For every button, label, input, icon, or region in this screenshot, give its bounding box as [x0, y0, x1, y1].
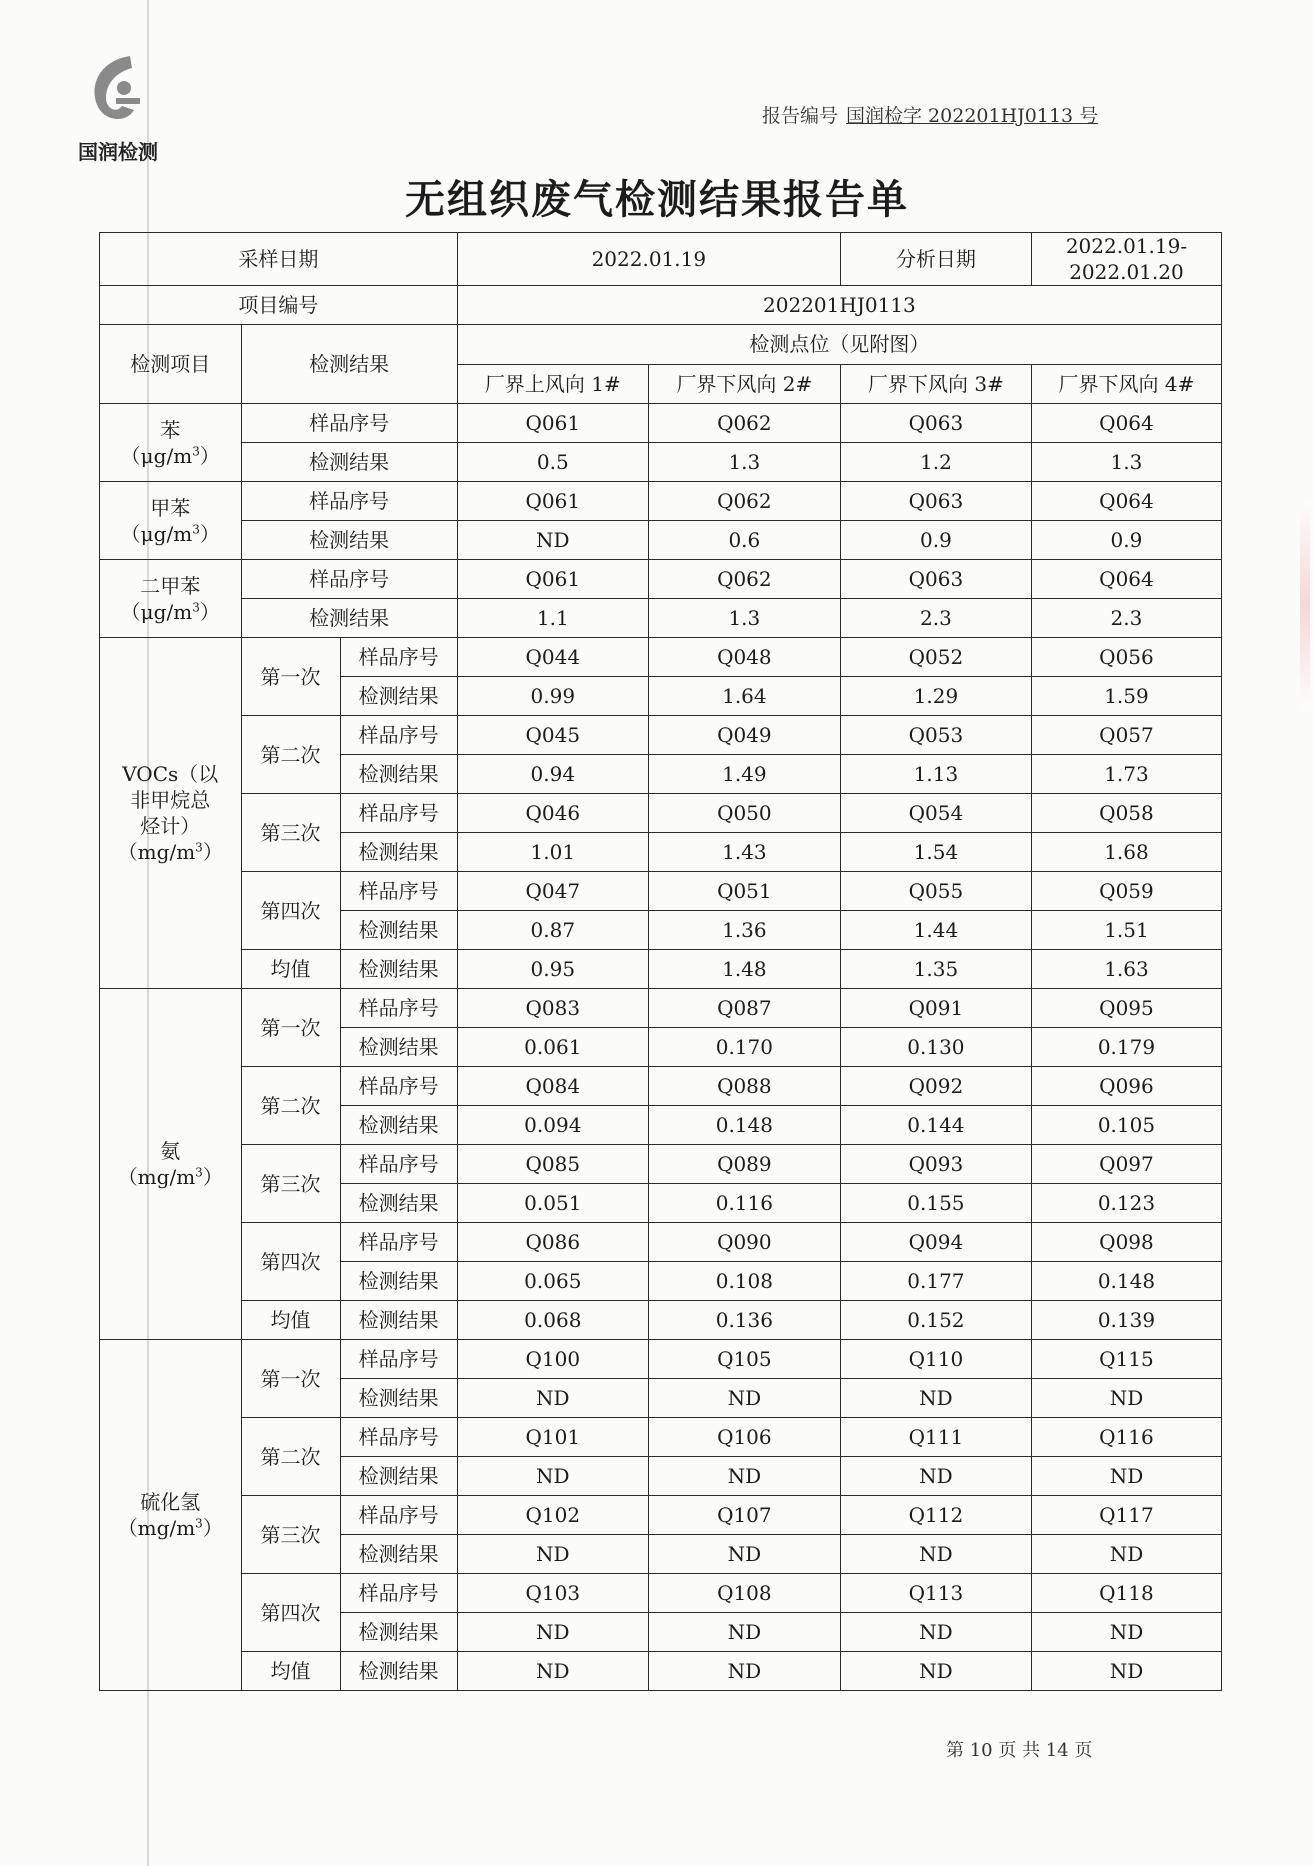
value-cell: 0.87 [457, 911, 648, 950]
item-name-cell [100, 1340, 242, 1691]
header-point: 厂界下风向 2# [648, 364, 840, 404]
value-cell: ND [457, 1535, 648, 1574]
row-label: 样品序号 [340, 989, 457, 1028]
table-row [100, 794, 1222, 833]
round-label: 第二次 [241, 1067, 340, 1145]
unit [121, 444, 220, 468]
unit [118, 840, 223, 864]
report-number-value: 国润检字 202201HJ0113 号 [846, 105, 1099, 127]
item-name: 苯 [160, 417, 181, 442]
value-cell: 0.95 [457, 950, 648, 989]
item-unit [100, 599, 241, 625]
value-cell: Q054 [840, 794, 1031, 833]
page-number: 第 10 页 共 14 页 [946, 1740, 1093, 1761]
row-label: 样品序号 [340, 872, 457, 911]
header-point: 厂界上风向 1# [457, 364, 648, 404]
value-cell: ND [1031, 1613, 1221, 1652]
value-cell: Q096 [1031, 1067, 1221, 1106]
table-row [100, 1223, 1222, 1262]
value-cell: Q095 [1031, 989, 1221, 1028]
row-label: 样品序号 [340, 1496, 457, 1535]
value-cell: 0.179 [1031, 1028, 1221, 1067]
value-cell: Q088 [648, 1067, 840, 1106]
value-cell: Q051 [648, 872, 840, 911]
unit-superscript: 3 [195, 1516, 203, 1531]
table-row [100, 233, 1222, 286]
item-name-cell [100, 989, 242, 1340]
table-row [100, 989, 1222, 1028]
round-label: 第四次 [241, 1223, 340, 1301]
value-cell: Q107 [648, 1496, 840, 1535]
table-row [100, 1145, 1222, 1184]
row-label: 检测结果 [340, 1028, 457, 1067]
value-cell: Q100 [457, 1340, 648, 1379]
row-label: 检测结果 [340, 1301, 457, 1340]
value-cell: 1.3 [648, 599, 840, 638]
row-label: 检测结果 [340, 1184, 457, 1223]
value-cell: 0.065 [457, 1262, 648, 1301]
row-label: 样品序号 [241, 560, 457, 599]
value-cell: 1.54 [840, 833, 1031, 872]
value-cell: Q052 [840, 638, 1031, 677]
value-cell: 0.123 [1031, 1184, 1221, 1223]
item-name: 二甲苯 [140, 573, 201, 598]
value-cell: ND [457, 521, 648, 560]
round-label: 第四次 [241, 872, 340, 950]
item-name-line: 硫化氢 [140, 1490, 201, 1514]
value-cell: Q061 [457, 482, 648, 521]
table-row [100, 482, 1222, 521]
value-cell: 1.51 [1031, 911, 1221, 950]
value-cell: Q102 [457, 1496, 648, 1535]
value-cell: Q093 [840, 1145, 1031, 1184]
value-cell: Q092 [840, 1067, 1031, 1106]
value-cell: Q108 [648, 1574, 840, 1613]
table-row [100, 1067, 1222, 1106]
unit-prefix: （μg/m [120, 443, 193, 468]
unit-suffix: ） [199, 443, 220, 468]
results-table [99, 232, 1222, 1691]
round-label: 第二次 [241, 716, 340, 794]
value-cell: Q084 [457, 1067, 648, 1106]
row-label: 检测结果 [340, 1613, 457, 1652]
value-cell: Q090 [648, 1223, 840, 1262]
table-row [100, 1574, 1222, 1613]
value-cell: ND [648, 1652, 840, 1691]
value-cell: ND [840, 1457, 1031, 1496]
value-cell: 0.170 [648, 1028, 840, 1067]
value-cell: ND [648, 1613, 840, 1652]
unit-suffix: ） [202, 1165, 223, 1189]
unit-prefix: （μg/m [120, 599, 193, 624]
value-cell: Q089 [648, 1145, 840, 1184]
round-label: 第一次 [241, 1340, 340, 1418]
value-cell: 1.2 [840, 443, 1031, 482]
value-cell: Q105 [648, 1340, 840, 1379]
value-cell: Q062 [648, 404, 840, 443]
header-points-title: 检测点位（见附图） [457, 325, 1221, 365]
value-cell: Q047 [457, 872, 648, 911]
table-row [100, 1652, 1222, 1691]
sampling-date-value: 2022.01.19 [457, 233, 840, 286]
value-cell: 0.144 [840, 1106, 1031, 1145]
value-cell: Q098 [1031, 1223, 1221, 1262]
value-cell: Q061 [457, 560, 648, 599]
value-cell: Q115 [1031, 1340, 1221, 1379]
value-cell: ND [457, 1652, 648, 1691]
value-cell: 1.36 [648, 911, 840, 950]
table-row [100, 716, 1222, 755]
value-cell: 0.148 [1031, 1262, 1221, 1301]
value-cell: 0.5 [457, 443, 648, 482]
table-row [100, 599, 1222, 638]
item-name-cell [100, 482, 242, 560]
item-name-cell [100, 638, 242, 989]
value-cell: Q094 [840, 1223, 1031, 1262]
row-label: 样品序号 [241, 482, 457, 521]
analysis-date-label: 分析日期 [840, 233, 1031, 286]
value-cell: Q112 [840, 1496, 1031, 1535]
value-cell: ND [840, 1535, 1031, 1574]
row-label: 检测结果 [340, 1535, 457, 1574]
value-cell: 1.68 [1031, 833, 1221, 872]
value-cell: 0.105 [1031, 1106, 1221, 1145]
value-cell: Q101 [457, 1418, 648, 1457]
value-cell: 1.64 [648, 677, 840, 716]
value-cell: 0.108 [648, 1262, 840, 1301]
row-label: 样品序号 [340, 794, 457, 833]
row-label: 检测结果 [340, 1379, 457, 1418]
row-label: 样品序号 [340, 1574, 457, 1613]
seal-edge-mark [1300, 500, 1310, 710]
value-cell: 0.9 [1031, 521, 1221, 560]
value-cell: Q103 [457, 1574, 648, 1613]
analysis-date-value: 2022.01.19-2022.01.20 [1031, 233, 1221, 286]
header-item: 检测项目 [100, 325, 242, 404]
results-table-body [100, 233, 1222, 1691]
value-cell: Q064 [1031, 482, 1221, 521]
unit-superscript: 3 [192, 599, 200, 614]
round-label: 第三次 [241, 1145, 340, 1223]
value-cell: Q045 [457, 716, 648, 755]
row-label: 样品序号 [340, 1145, 457, 1184]
value-cell: Q044 [457, 638, 648, 677]
avg-label: 均值 [241, 1301, 340, 1340]
round-label: 第一次 [241, 989, 340, 1067]
page-title: 无组织废气检测结果报告单 [405, 176, 909, 223]
value-cell: ND [457, 1379, 648, 1418]
value-cell: 1.3 [1031, 443, 1221, 482]
value-cell: 0.155 [840, 1184, 1031, 1223]
logo-text: 国润检测 [78, 140, 158, 164]
value-cell: Q116 [1031, 1418, 1221, 1457]
table-row [100, 521, 1222, 560]
value-cell: Q059 [1031, 872, 1221, 911]
value-cell: Q091 [840, 989, 1031, 1028]
item-name-cell [100, 560, 242, 638]
avg-label: 均值 [241, 950, 340, 989]
value-cell: Q063 [840, 404, 1031, 443]
value-cell: Q097 [1031, 1145, 1221, 1184]
value-cell: 0.148 [648, 1106, 840, 1145]
report-number-label: 报告编号 [762, 105, 839, 127]
row-label: 样品序号 [340, 1418, 457, 1457]
value-cell: 1.44 [840, 911, 1031, 950]
round-label: 第三次 [241, 794, 340, 872]
row-label: 检测结果 [340, 1106, 457, 1145]
value-cell: Q063 [840, 482, 1031, 521]
item-name-cell [100, 404, 242, 482]
round-label: 第三次 [241, 1496, 340, 1574]
value-cell: Q058 [1031, 794, 1221, 833]
value-cell: Q117 [1031, 1496, 1221, 1535]
row-label: 样品序号 [241, 404, 457, 443]
value-cell: ND [1031, 1457, 1221, 1496]
value-cell: 0.094 [457, 1106, 648, 1145]
value-cell: Q086 [457, 1223, 648, 1262]
value-cell: 1.1 [457, 599, 648, 638]
unit-superscript: 3 [192, 521, 200, 536]
table-row [100, 560, 1222, 599]
value-cell: Q083 [457, 989, 648, 1028]
round-label: 第一次 [241, 638, 340, 716]
row-label: 样品序号 [340, 1223, 457, 1262]
value-cell: ND [648, 1379, 840, 1418]
item-unit [100, 443, 241, 469]
value-cell: 0.061 [457, 1028, 648, 1067]
value-cell: 1.01 [457, 833, 648, 872]
item-name-line: VOCs（以 [122, 762, 219, 786]
unit-suffix: ） [199, 599, 220, 624]
table-row [100, 872, 1222, 911]
table-row [100, 1418, 1222, 1457]
unit-prefix: （mg/m [117, 1165, 196, 1189]
item-name-line: 非甲烷总 [130, 788, 211, 812]
value-cell: Q050 [648, 794, 840, 833]
value-cell: 1.29 [840, 677, 1031, 716]
value-cell: 0.152 [840, 1301, 1031, 1340]
table-header-row [100, 325, 1222, 365]
value-cell: Q113 [840, 1574, 1031, 1613]
value-cell: 1.63 [1031, 950, 1221, 989]
project-no-value: 202201HJ0113 [457, 286, 1221, 325]
value-cell: ND [840, 1379, 1031, 1418]
value-cell: Q064 [1031, 560, 1221, 599]
value-cell: 0.130 [840, 1028, 1031, 1067]
unit [118, 1165, 223, 1189]
table-row [100, 1340, 1222, 1379]
table-row [100, 404, 1222, 443]
value-cell: 0.9 [840, 521, 1031, 560]
value-cell: Q053 [840, 716, 1031, 755]
value-cell: ND [1031, 1652, 1221, 1691]
value-cell: 0.116 [648, 1184, 840, 1223]
value-cell: Q061 [457, 404, 648, 443]
value-cell: 1.59 [1031, 677, 1221, 716]
value-cell: Q118 [1031, 1574, 1221, 1613]
value-cell: ND [840, 1613, 1031, 1652]
value-cell: Q087 [648, 989, 840, 1028]
unit-prefix: （mg/m [117, 840, 196, 864]
value-cell: Q049 [648, 716, 840, 755]
unit-superscript: 3 [195, 1165, 203, 1180]
row-label: 样品序号 [340, 716, 457, 755]
sampling-date-label: 采样日期 [100, 233, 458, 286]
value-cell: 0.051 [457, 1184, 648, 1223]
item-unit [100, 521, 241, 547]
header-point: 厂界下风向 4# [1031, 364, 1221, 404]
item-name-line: 烃计） [140, 814, 201, 838]
value-cell: Q055 [840, 872, 1031, 911]
value-cell: ND [457, 1457, 648, 1496]
value-cell: 1.43 [648, 833, 840, 872]
value-cell: ND [457, 1613, 648, 1652]
table-row [100, 638, 1222, 677]
value-cell: ND [648, 1457, 840, 1496]
value-cell: 0.139 [1031, 1301, 1221, 1340]
value-cell: Q063 [840, 560, 1031, 599]
value-cell: ND [648, 1535, 840, 1574]
row-label: 样品序号 [340, 638, 457, 677]
value-cell: 0.6 [648, 521, 840, 560]
unit-prefix: （μg/m [120, 521, 193, 546]
item-name: 甲苯 [150, 495, 191, 520]
value-cell: 1.35 [840, 950, 1031, 989]
value-cell: Q046 [457, 794, 648, 833]
row-label: 样品序号 [340, 1340, 457, 1379]
header-point: 厂界下风向 3# [840, 364, 1031, 404]
row-label: 检测结果 [241, 599, 457, 638]
item-name-line: 氨 [160, 1139, 181, 1163]
item-unit [100, 1164, 241, 1190]
value-cell: 2.3 [1031, 599, 1221, 638]
unit-prefix: （mg/m [117, 1516, 196, 1540]
unit-superscript: 3 [195, 840, 203, 855]
value-cell: Q056 [1031, 638, 1221, 677]
row-label: 检测结果 [340, 1457, 457, 1496]
row-label: 检测结果 [340, 833, 457, 872]
row-label: 检测结果 [340, 677, 457, 716]
row-label: 检测结果 [340, 755, 457, 794]
item-unit [100, 1515, 241, 1541]
value-cell: 1.48 [648, 950, 840, 989]
value-cell: 2.3 [840, 599, 1031, 638]
value-cell: Q110 [840, 1340, 1031, 1379]
table-row [100, 950, 1222, 989]
value-cell: Q062 [648, 482, 840, 521]
report-number [762, 101, 1098, 128]
row-label: 样品序号 [340, 1067, 457, 1106]
value-cell: 0.177 [840, 1262, 1031, 1301]
value-cell: ND [840, 1652, 1031, 1691]
round-label: 第二次 [241, 1418, 340, 1496]
value-cell: 1.73 [1031, 755, 1221, 794]
unit-suffix: ） [199, 521, 220, 546]
value-cell: 0.136 [648, 1301, 840, 1340]
unit [121, 600, 220, 624]
value-cell: Q062 [648, 560, 840, 599]
value-cell: Q064 [1031, 404, 1221, 443]
value-cell: Q057 [1031, 716, 1221, 755]
value-cell: 1.13 [840, 755, 1031, 794]
row-label: 检测结果 [241, 521, 457, 560]
value-cell: 1.3 [648, 443, 840, 482]
unit-suffix: ） [202, 840, 223, 864]
row-label: 检测结果 [340, 950, 457, 989]
unit [118, 1516, 223, 1540]
table-row [100, 1301, 1222, 1340]
unit [121, 522, 220, 546]
value-cell: Q111 [840, 1418, 1031, 1457]
value-cell: ND [1031, 1535, 1221, 1574]
unit-suffix: ） [202, 1516, 223, 1540]
logo-icon [82, 52, 152, 132]
header-result: 检测结果 [241, 325, 457, 404]
avg-label: 均值 [241, 1652, 340, 1691]
row-label: 检测结果 [340, 1262, 457, 1301]
value-cell: Q048 [648, 638, 840, 677]
project-no-label: 项目编号 [100, 286, 458, 325]
unit-superscript: 3 [192, 443, 200, 458]
value-cell: Q106 [648, 1418, 840, 1457]
company-logo [68, 52, 168, 162]
table-row [100, 443, 1222, 482]
round-label: 第四次 [241, 1574, 340, 1652]
value-cell: 0.99 [457, 677, 648, 716]
item-unit [100, 839, 241, 865]
row-label: 检测结果 [340, 1652, 457, 1691]
value-cell: ND [1031, 1379, 1221, 1418]
value-cell: Q085 [457, 1145, 648, 1184]
value-cell: 0.068 [457, 1301, 648, 1340]
row-label: 检测结果 [340, 911, 457, 950]
table-row [100, 1496, 1222, 1535]
value-cell: 0.94 [457, 755, 648, 794]
value-cell: 1.49 [648, 755, 840, 794]
table-row [100, 286, 1222, 325]
row-label: 检测结果 [241, 443, 457, 482]
